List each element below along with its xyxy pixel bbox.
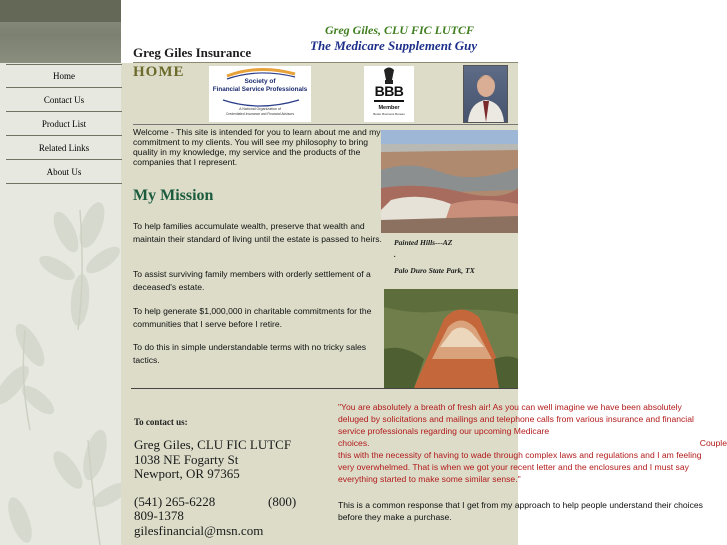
fsp-logo-line1: Society of [244,78,276,85]
painted-hills-image [381,130,518,233]
mission-divider [131,388,518,389]
fsp-logo-line2: Financial Service Professionals [212,86,308,93]
testimonial-part1: "You are absolutely a breath of fresh air! As you can well imagine we have been absolutely deluged by solicitations and mailings and telephone calls from various insurance and financial service professionals regarding our upcoming Medicare [338,402,694,436]
fsp-logo-sub2: Credentialed Insurance and Financial Advisors [226,112,294,116]
nav-item-contact-us[interactable]: Contact Us [6,89,122,112]
bbb-mark: BBB [374,83,404,99]
mission-heading: My Mission [133,187,214,204]
page-title: HOME [133,64,185,80]
mission-paragraph: To do this in simple understandable terms with no tricky sales tactics. [133,342,367,365]
palo-duro-landscape-icon [384,289,518,388]
palo-duro-caption: Palo Duro State Park, TX [394,266,475,275]
contact-label: To contact us: [134,417,188,427]
testimonial-couple: Couple [699,438,727,448]
left-header-bar [0,0,121,22]
testimonial-part2: this with the necessity of having to wade through complex laws and regulations and I am feeling very overwhelmed. That is when we got your recent letter and the enclosures and I must say everything started to make some similar sense." [338,450,702,484]
mission-paragraph: To help generate $1,000,000 in charitable commitments for the communities that I serve before I retire. [133,306,372,329]
left-header-block [0,0,121,63]
contact-phone-secondary-start: (800) [268,494,297,509]
palo-duro-image [384,289,518,388]
agent-photo [463,65,508,123]
welcome-text: Welcome - This site is intended for you to learn about me and my commitment to my clients. You will see my philosophy to bring quality in my knowledge, my service and the products of the companies that I represent. [133,127,381,167]
header-tagline: The Medicare Supplement Guy [310,38,478,53]
contact-street: 1038 NE Fogarty St [134,452,239,467]
mission-paragraph: To help families accumulate wealth, preserve that wealth and maintain their standard of living until the estate is passed to heirs. [133,221,382,244]
testimonial-quote [338,401,727,485]
site-name: Greg Giles Insurance [133,45,252,60]
contact-phone-primary: (541) 265-6228 [134,494,216,509]
common-response-text: This is a common response that I get from my approach to help people understand their choices before they make a purchase. [338,500,703,522]
mission-paragraph: To assist surviving family members with orderly settlement of a deceased's estate. [133,269,371,292]
testimonial-choices: choices. [338,438,370,448]
bbb-logo [364,66,414,122]
fsp-logo-sub1: A National Organization of [239,107,281,111]
header-credentials: Greg Giles, CLU FIC LUTCF [325,23,475,37]
bbb-member: Member [378,105,400,111]
contact-email[interactable]: gilesfinancial@msn.com [134,523,264,538]
painted-hills-landscape-icon [381,130,518,233]
home-divider [133,124,518,125]
caption-dot: . [394,250,396,259]
bbb-rule [374,100,404,102]
contact-phone-secondary-end: 809-1378 [134,508,184,523]
contact-name: Greg Giles, CLU FIC LUTCF [134,437,292,452]
painted-hills-caption: Painted Hills---AZ [394,238,453,247]
nav-item-product-list[interactable]: Product List [6,113,122,136]
nav-item-about-us[interactable]: About Us [6,161,122,184]
fsp-logo [209,66,311,122]
header-divider [133,62,518,63]
sidebar-nav [6,65,122,185]
portrait-icon [464,66,507,122]
nav-item-home[interactable]: Home [6,65,122,88]
contact-city: Newport, OR 97365 [134,466,240,481]
nav-item-related-links[interactable]: Related Links [6,137,122,160]
bbb-sub: Better Business Bureau [373,112,405,116]
